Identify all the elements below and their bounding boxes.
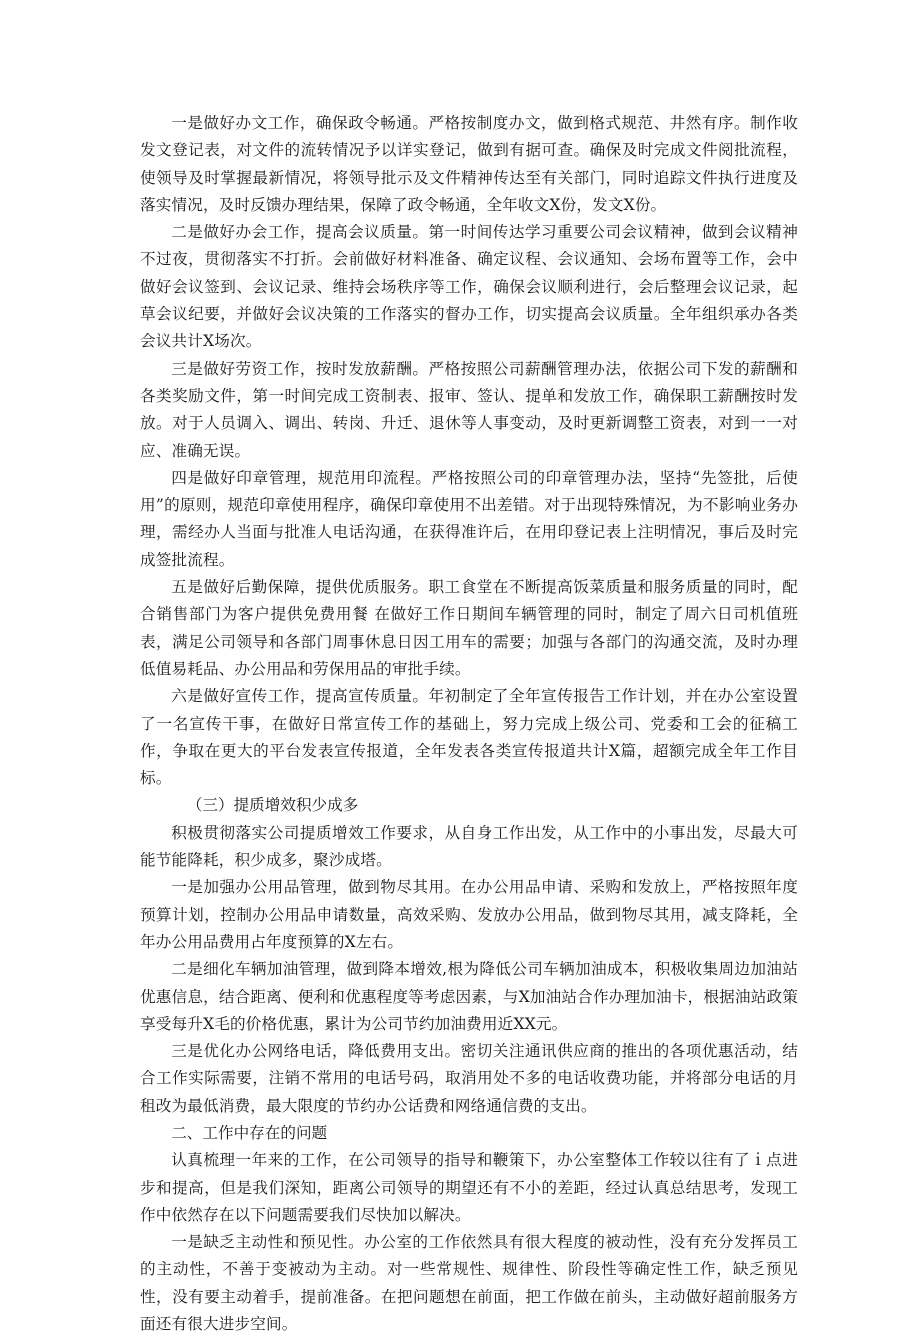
paragraph: 六是做好宣传工作，提高宣传质量。年初制定了全年宣传报告工作计划，并在办公室设置了一名宣传干事，在做好日常宣传工作的基础上，努力完成上级公司、党委和工会的征稿工作，争取在更大的平台发表宣传报道，全年发表各类宣传报道共计X篇，超额完成全年工作目标。 — [140, 687, 798, 788]
paragraph: 积极贯彻落实公司提质增效工作要求，从自身工作出发，从工作中的小事出发，尽最大可能节能降耗，积少成多，聚沙成塔。 — [140, 823, 798, 870]
paragraph: 一是缺乏主动性和预见性。办公室的工作依然具有很大程度的被动性，没有充分发挥员工的主动性，不善于变被动为主动。对一些常规性、规律性、阶段性等确定性工作，缺乏预见性，没有要主动着手，提前准备。在把问题想在前面，把工作做在前头，主动做好超前服务方面还有很大进步空间。 — [140, 1233, 798, 1334]
paragraph: 三是做好劳资工作，按时发放薪酬。严格按照公司薪酬管理办法，依据公司下发的薪酬和各类奖励文件，第一时间完成工资制表、报审、签认、提单和发放工作，确保职工薪酬按时发放。对于人员调入、调出、转岗、升迁、退休等人事变动，及时更新调整工资表，对到一一对应、准确无误。 — [140, 359, 798, 460]
document-body — [140, 110, 798, 1338]
paragraph: 一是加强办公用品管理，做到物尽其用。在办公用品申请、采购和发放上，严格按照年度预算计划，控制办公用品申请数量，高效采购、发放办公用品，做到物尽其用，减支降耗，全年办公用品费用占年度预算的X左右。 — [140, 878, 798, 951]
paragraph: 三是优化办公网络电话，降低费用支出。密切关注通讯供应商的推出的各项优惠活动，结合工作实际需要，注销不常用的电话号码，取消用处不多的电话收费功能，并将部分电话的月租改为最低消费，最大限度的节约办公话费和网络通信费的支出。 — [140, 1042, 798, 1115]
paragraph: 认真梳理一年来的工作，在公司领导的指导和鞭策下，办公室整体工作较以往有了ｉ点进步和提高，但是我们深知，距离公司领导的期望还有不小的差距，经过认真总结思考，发现工作中依然存在以下问题需要我们尽快加以解决。 — [140, 1151, 798, 1224]
section-subheading: （三）提质增效积少成多 — [186, 796, 359, 815]
section-heading: 二、工作中存在的问题 — [171, 1123, 328, 1142]
paragraph: 五是做好后勤保障，提供优质服务。职工食堂在不断提高饭菜质量和服务质量的同时，配合销售部门为客户提供免费用餐 在做好工作日期间车辆管理的同时，制定了周六日司机值班表，满足公司领导和各部门周事休息日因工用车的需要；加强与各部门的沟通交流，及时办理低值易耗品、办公用品和劳保用品的审批手续。 — [140, 578, 798, 678]
paragraph: 二是做好办会工作，提高会议质量。第一时间传达学习重要公司会议精神，做到会议精神不过夜，贯彻落实不打折。会前做好材料准备、确定议程、会议通知、会场布置等工作，会中做好会议签到、会议记录、维持会场秩序等工作，确保会议顺利进行，会后整理会议记录，起草会议纪要，并做好会议决策的工作落实的督办工作，切实提高会议质量。全年组织承办各类会议共计X场次。 — [140, 223, 798, 351]
paragraph: 一是做好办文工作，确保政令畅通。严格按制度办文，做到格式规范、井然有序。制作收发文登记表，对文件的流转情况予以详实登记，做到有据可查。确保及时完成文件阅批流程，使领导及时掌握最新情况，将领导批示及文件精神传达至有关部门，同时追踪文件执行进度及落实情况，及时反馈办理结果，保障了政令畅通，全年收文X份，发文X份。 — [140, 114, 798, 214]
paragraph: 四是做好印章管理，规范用印流程。严格按照公司的印章管理办法，坚持“先签批，后使用”的原则，规范印章使用程序，确保印章使用不出差错。对于出现特殊情况，为不影响业务办理，需经办人当面与批准人电话沟通，在获得准许后，在用印登记表上注明情况，事后及时完成签批流程。 — [140, 468, 798, 569]
paragraph: 二是细化车辆加油管理，做到降本增效,根为降低公司车辆加油成本，积极收集周边加油站优惠信息，结合距离、便利和优惠程度等考虑因素，与X加油站合作办理加油卡，根据油站政策享受每升X毛的价格优惠，累计为公司节约加油费用近XX元。 — [140, 960, 798, 1033]
